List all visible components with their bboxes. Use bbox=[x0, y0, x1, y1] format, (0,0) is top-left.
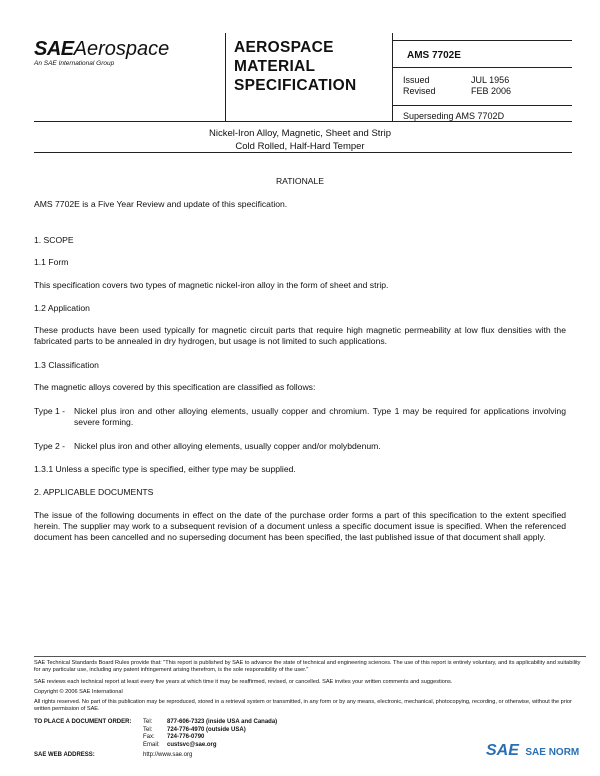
type-1-text: Nickel plus iron and other alloying elements, usually copper and chromium. Type 1 may be required for applications involving severe forming. bbox=[74, 406, 566, 427]
footer-rule bbox=[34, 656, 586, 657]
order-label: TO PLACE A DOCUMENT ORDER: bbox=[34, 719, 132, 725]
header-divider-right bbox=[392, 33, 393, 121]
stamp-sae-norm-text: SAE NORM bbox=[525, 747, 580, 758]
logo-subtitle: An SAE International Group bbox=[34, 60, 115, 67]
sae-aerospace-logo bbox=[34, 38, 169, 61]
section-1-heading: 1. SCOPE bbox=[34, 235, 74, 245]
section-2-heading: 2. APPLICABLE DOCUMENTS bbox=[34, 487, 154, 497]
revised-label: Revised bbox=[403, 86, 436, 96]
section-1-3-1-text: 1.3.1 Unless a specific type is specified, either type may be supplied. bbox=[34, 464, 296, 474]
rationale-heading: RATIONALE bbox=[275, 176, 325, 186]
header-bottom-rule bbox=[34, 121, 572, 122]
type-1-entry bbox=[34, 406, 566, 428]
sae-norm-stamp bbox=[486, 742, 579, 760]
type-2-label: Type 2 - bbox=[34, 441, 66, 451]
contact-labels bbox=[143, 719, 160, 749]
fax-label: Fax: bbox=[143, 734, 155, 740]
section-1-2-text: These products have been used typically for magnetic circuit parts that require high magnetic permeability at low flux densities with the fabricated parts to be annealed in dry hydrogen, but usage is not limited to such applications. bbox=[34, 325, 566, 346]
title-line2: Cold Rolled, Half-Hard Temper bbox=[235, 141, 365, 152]
logo-aerospace-text: Aerospace bbox=[73, 38, 170, 60]
logo-sae-text: SAE bbox=[34, 38, 74, 60]
document-type bbox=[234, 38, 356, 95]
section-1-1-text: This specification covers two types of magnetic nickel-iron alloy in the form of sheet and strip. bbox=[34, 280, 389, 290]
header-divider-left bbox=[225, 33, 226, 121]
issued-label: Issued bbox=[403, 75, 430, 85]
doc-type-line1: AEROSPACE bbox=[234, 39, 334, 56]
type-2-text: Nickel plus iron and other alloying elements, usually copper and/or molybdenum. bbox=[74, 441, 381, 451]
type-2-entry bbox=[34, 441, 566, 452]
section-2-text: The issue of the following documents in effect on the date of the purchase order forms a part of this specification to the extent specified herein. The supplier may work to a subsequent revision of a document unless a specific document issue is specified. When the referenced document has been cancelled and no superseding document has been specified, the last published issue of that document shall apply. bbox=[34, 510, 566, 542]
revision-box-bottom bbox=[392, 105, 572, 106]
ams-number: AMS 7702E bbox=[407, 50, 461, 61]
footer-rights: All rights reserved. No part of this publication may be reproduced, stored in a retrieval system or transmitted, in any form or by any means, electronic, mechanical, photocopying, recording, or otherwise, without the prior written permission of SAE. bbox=[34, 699, 572, 712]
email-value: custsvc@sae.org bbox=[167, 741, 217, 748]
issued-value: JUL 1956 bbox=[471, 75, 510, 85]
section-1-1-heading: 1.1 Form bbox=[34, 257, 69, 267]
contact-values bbox=[167, 719, 277, 749]
doc-type-line3: SPECIFICATION bbox=[234, 77, 357, 94]
web-label: SAE WEB ADDRESS: bbox=[34, 752, 95, 758]
ams-box-bottom bbox=[392, 67, 572, 68]
type-1-label: Type 1 - bbox=[34, 406, 66, 416]
revised-value: FEB 2006 bbox=[471, 86, 512, 96]
doc-type-line2: MATERIAL bbox=[234, 58, 316, 75]
stamp-sae-mark: SAE bbox=[486, 742, 519, 759]
tel-value: 877-606-7323 (inside USA and Canada) bbox=[167, 719, 278, 725]
ams-box-top bbox=[392, 40, 572, 41]
footer-review-note: SAE reviews each technical report at least every five years at which time it may be reaffirmed, revised, or cancelled. SAE invites your written comments and suggestions. bbox=[34, 679, 453, 685]
web-address-link[interactable]: http://www.sae.org bbox=[143, 752, 193, 758]
superseding-note: Superseding AMS 7702D bbox=[403, 111, 505, 121]
rationale-text: AMS 7702E is a Five Year Review and update of this specification. bbox=[34, 199, 288, 209]
tel-label: Tel: bbox=[143, 719, 153, 725]
section-1-3-heading: 1.3 Classification bbox=[34, 360, 99, 370]
document-title bbox=[0, 127, 600, 153]
issue-revision-table bbox=[403, 75, 511, 97]
footer-standards-rules: SAE Technical Standards Board Rules provide that: "This report is published by SAE to advance the state of technical and engineering sciences. The use of this report is entirely voluntary, and its applicability and suitability for any particular use, including any patent infringement arising therefrom, is the sole responsibility of the user." bbox=[34, 660, 581, 673]
section-1-2-heading: 1.2 Application bbox=[34, 303, 90, 313]
footer-copyright: Copyright © 2006 SAE International bbox=[34, 689, 123, 695]
tel2-label: Tel: bbox=[143, 726, 153, 733]
fax-value: 724-776-0790 bbox=[167, 734, 205, 740]
section-1-3-text: The magnetic alloys covered by this specification are classified as follows: bbox=[34, 382, 316, 392]
email-label: Email: bbox=[143, 741, 160, 748]
tel2-value: 724-776-4970 (outside USA) bbox=[167, 726, 246, 733]
title-line1: Nickel-Iron Alloy, Magnetic, Sheet and Strip bbox=[209, 128, 391, 139]
